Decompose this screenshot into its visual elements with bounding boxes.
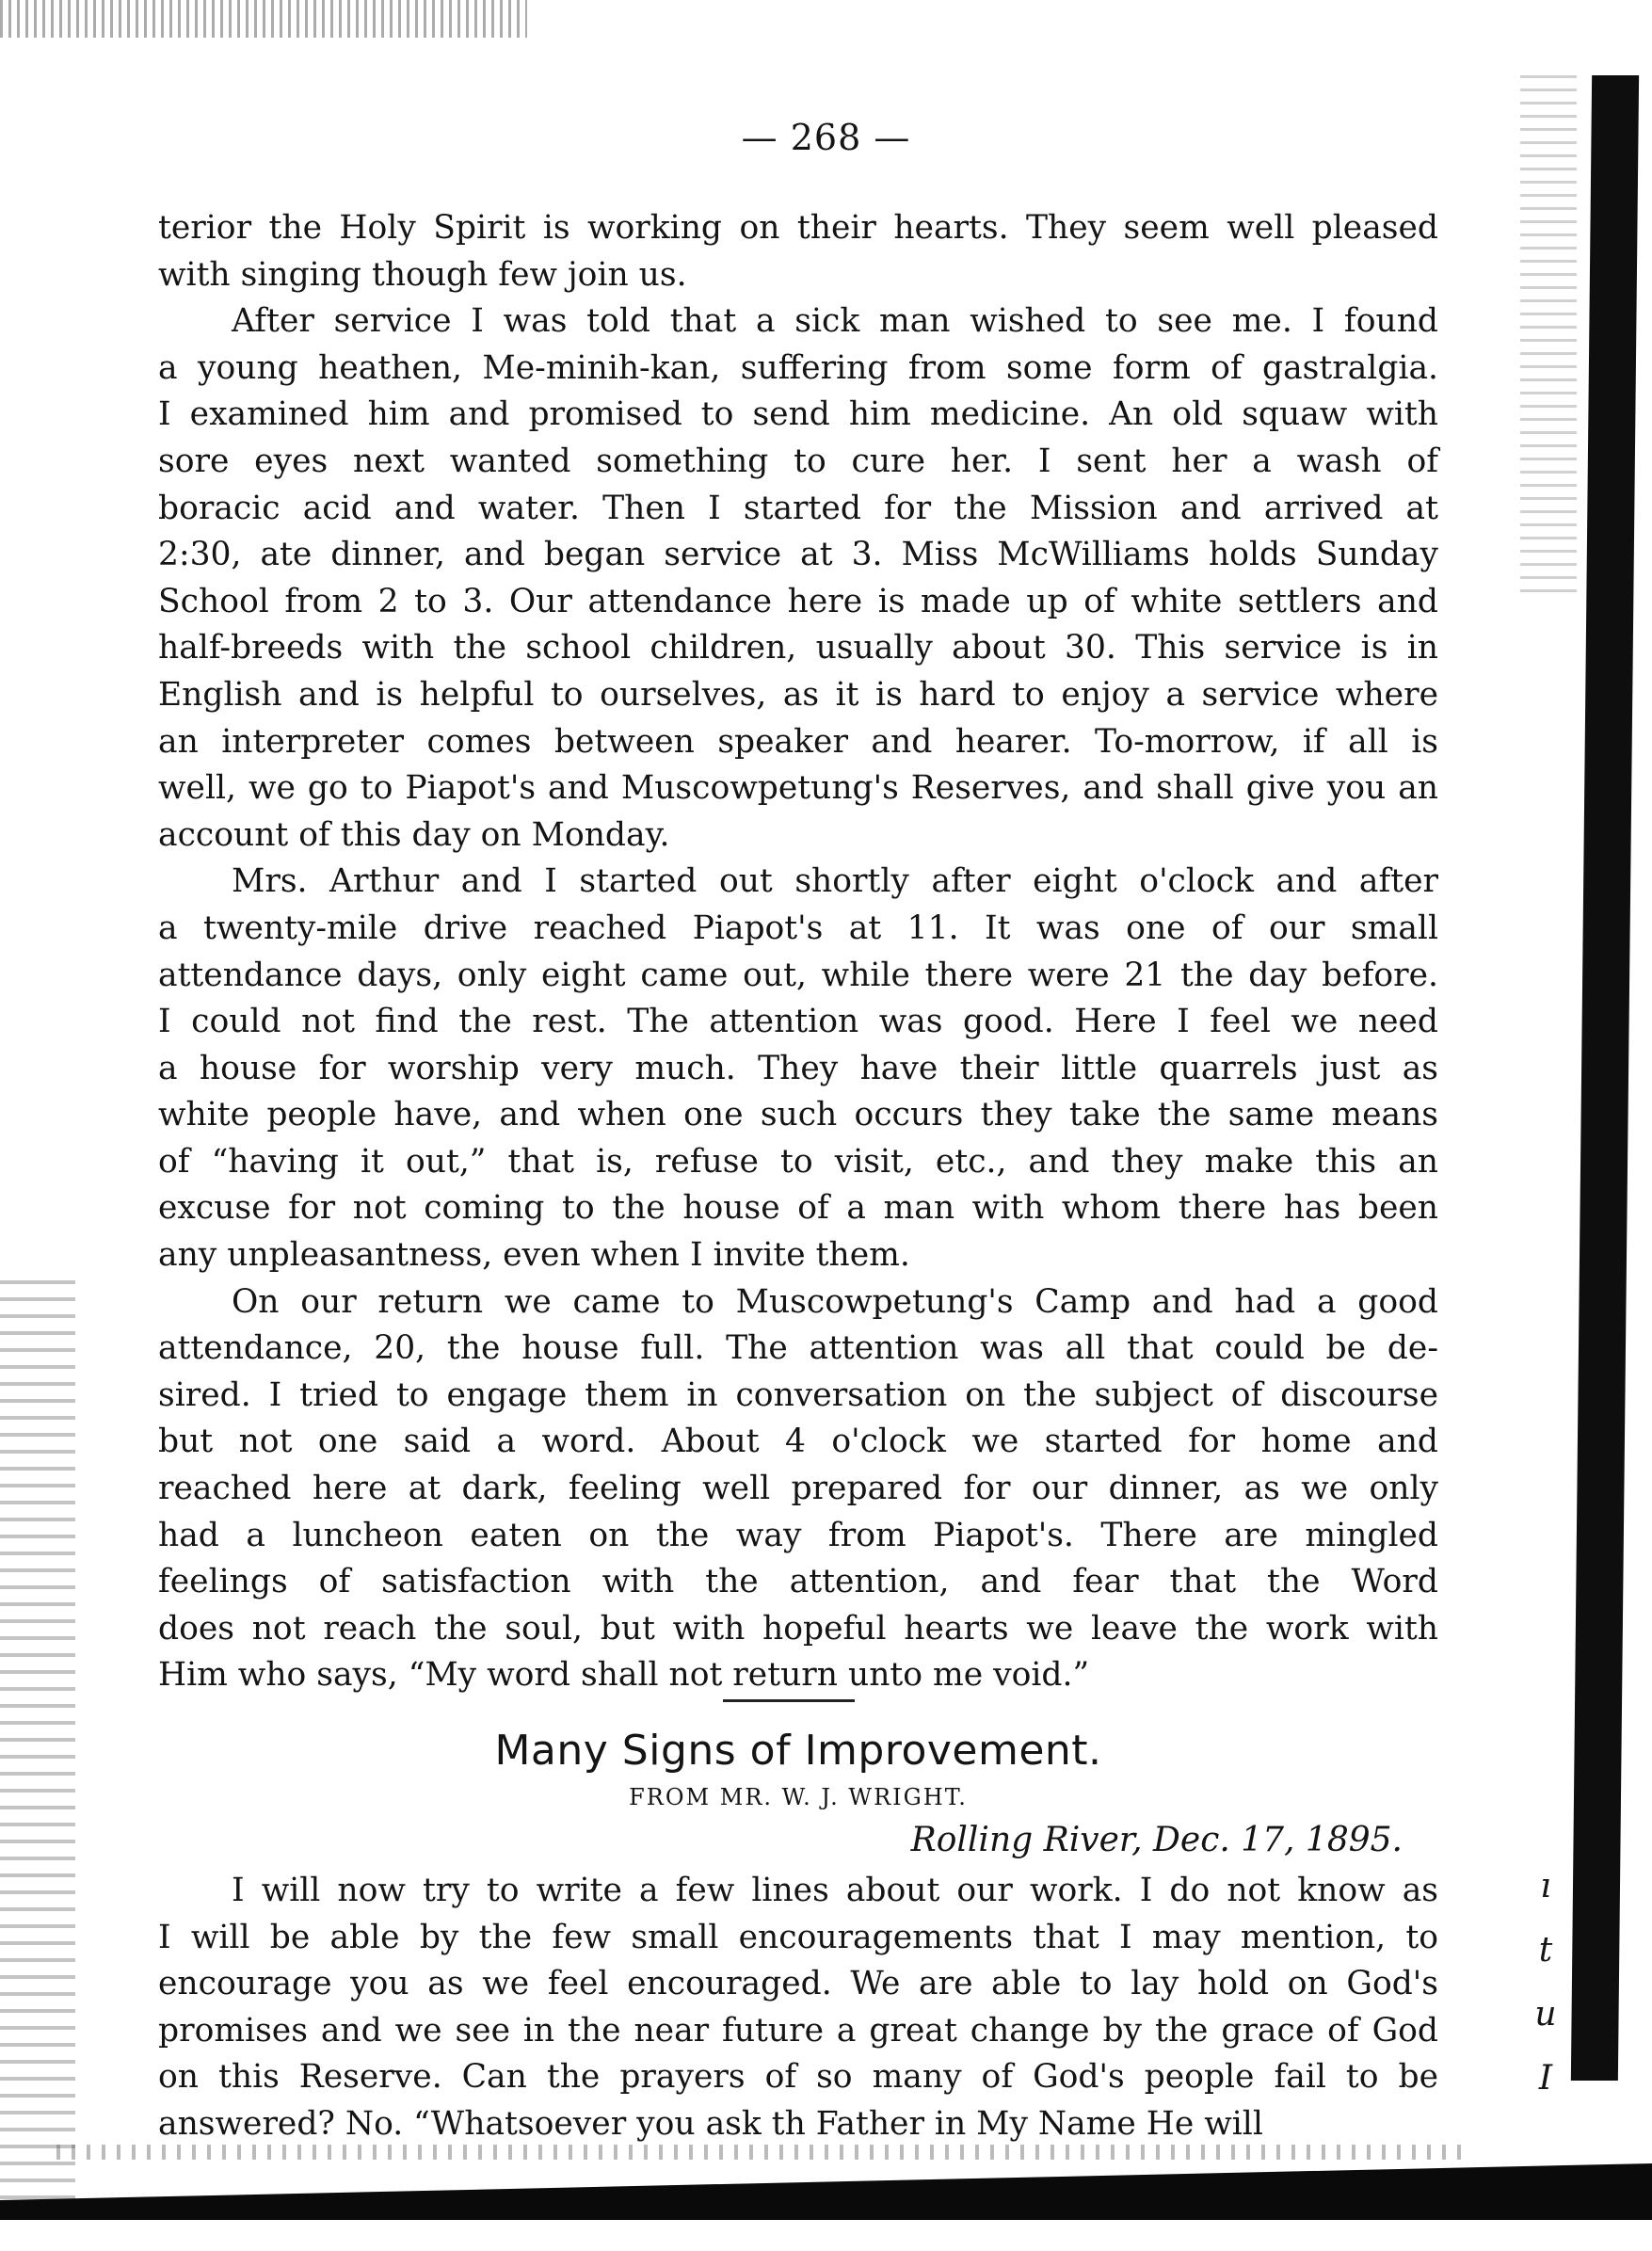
- scan-noise-left: [0, 1280, 75, 2222]
- section-divider: [723, 1699, 855, 1702]
- text-line: half-breeds with the school children, usually about 30. This service is in: [158, 629, 1438, 667]
- letter-paragraphs: [158, 205, 1438, 1699]
- text-line: any unpleasantness, even when I invite them.: [158, 1236, 910, 1275]
- paragraph: [158, 298, 1438, 859]
- text-line: Him who says, “My word shall not return unto me void.”: [158, 1656, 1090, 1695]
- margin-mark: ı: [1540, 1867, 1551, 1905]
- page-edge-shadow-bottom: [0, 2163, 1652, 2220]
- paragraph: [158, 859, 1438, 1278]
- text-line: but not one said a word. About 4 o'clock we started for home and: [158, 1423, 1438, 1461]
- text-line: a young heathen, Me-minih-kan, suffering from some form of gastralgia.: [158, 348, 1438, 387]
- letter-body: [158, 205, 1438, 2148]
- text-line: Mrs. Arthur and I started out shortly after eight o'clock and after: [232, 862, 1438, 901]
- text-line: on this Reserve. Can the prayers of so many of God's people fail to be: [158, 2058, 1438, 2097]
- text-line: well, we go to Piapot's and Muscowpetung's Reserves, and shall give you an: [158, 769, 1438, 808]
- text-line: I will now try to write a few lines about our work. I do not know as: [232, 1872, 1438, 1909]
- margin-mark: I: [1538, 2059, 1553, 2098]
- text-line: 2:30, ate dinner, and began service at 3. Miss McWilliams holds Sunday: [158, 536, 1438, 574]
- paragraph: [158, 205, 1438, 298]
- text-line: had a luncheon eaten on the way from Piapot's. There are mingled: [158, 1516, 1438, 1554]
- text-line: an interpreter comes between speaker and hearer. To-morrow, if all is: [158, 722, 1438, 761]
- text-line: with singing though few join us.: [158, 255, 687, 294]
- article-paragraphs: [158, 1868, 1438, 2148]
- text-line: I will be able by the few small encouragements that I may mention, to: [158, 1918, 1438, 1956]
- text-line: does not reach the soul, but with hopeful hearts we leave the work with: [158, 1609, 1438, 1648]
- text-line: I could not find the rest. The attention was good. Here I feel we need: [158, 1003, 1438, 1041]
- text-line: white people have, and when one such occurs they take the same means: [158, 1096, 1438, 1134]
- text-line: sore eyes next wanted something to cure her. I sent her a wash of: [158, 442, 1438, 480]
- paragraph: [158, 1279, 1438, 1699]
- text-line: English and is helpful to ourselves, as it is hard to enjoy a service where: [158, 675, 1438, 714]
- margin-mark: u: [1534, 1995, 1557, 2034]
- text-line: reached here at dark, feeling well prepared for our dinner, as we only: [158, 1470, 1438, 1508]
- margin-mark: t: [1538, 1931, 1553, 1970]
- margin-marks: [1522, 1855, 1569, 2111]
- text-line: answered? No. “Whatsoever you ask th Father in My Name He will: [158, 2104, 1263, 2143]
- page-edge-shadow-right: [1571, 75, 1639, 2081]
- page-number: — 268 —: [741, 117, 911, 158]
- article-heading: Many Signs of Improvement.: [494, 1727, 1102, 1775]
- article-byline: FROM MR. W. J. WRIGHT.: [629, 1784, 968, 1810]
- text-line: boracic acid and water. Then I started for the Mission and arrived at: [158, 489, 1438, 527]
- text-line: encourage you as we feel encouraged. We are able to lay hold on God's: [158, 1965, 1438, 2003]
- text-line: On our return we came to Muscowpetung's Camp and had a good: [232, 1282, 1438, 1321]
- text-line: sired. I tried to engage them in conversation on the subject of discourse: [158, 1375, 1438, 1414]
- scan-noise-top: [0, 0, 527, 38]
- text-line: attendance, 20, the house full. The attention was all that could be de-: [158, 1329, 1438, 1368]
- text-line: attendance days, only eight came out, while there were 21 the day before.: [158, 956, 1438, 994]
- text-line: terior the Holy Spirit is working on their hearts. They seem well pleased: [158, 209, 1438, 247]
- text-line: feelings of satisfaction with the attention, and fear that the Word: [158, 1563, 1438, 1601]
- text-line: account of this day on Monday.: [158, 815, 670, 854]
- text-line: After service I was told that a sick man wished to see me. I found: [232, 302, 1438, 341]
- text-line: promises and we see in the near future a great change by the grace of God: [158, 2011, 1438, 2050]
- text-line: a house for worship very much. They have their little quarrels just as: [158, 1049, 1438, 1087]
- paragraph: [158, 1868, 1438, 2148]
- text-line: I examined him and promised to send him medicine. An old squaw with: [158, 395, 1438, 434]
- text-line: excuse for not coming to the house of a man with whom there has been: [158, 1189, 1438, 1228]
- article-dateline: Rolling River, Dec. 17, 1895.: [910, 1821, 1403, 1859]
- text-line: a twenty-mile drive reached Piapot's at 11. It was one of our small: [158, 908, 1438, 947]
- text-line: of “having it out,” that is, refuse to visit, etc., and they make this an: [158, 1142, 1438, 1181]
- text-line: School from 2 to 3. Our attendance here is made up of white settlers and: [158, 582, 1438, 620]
